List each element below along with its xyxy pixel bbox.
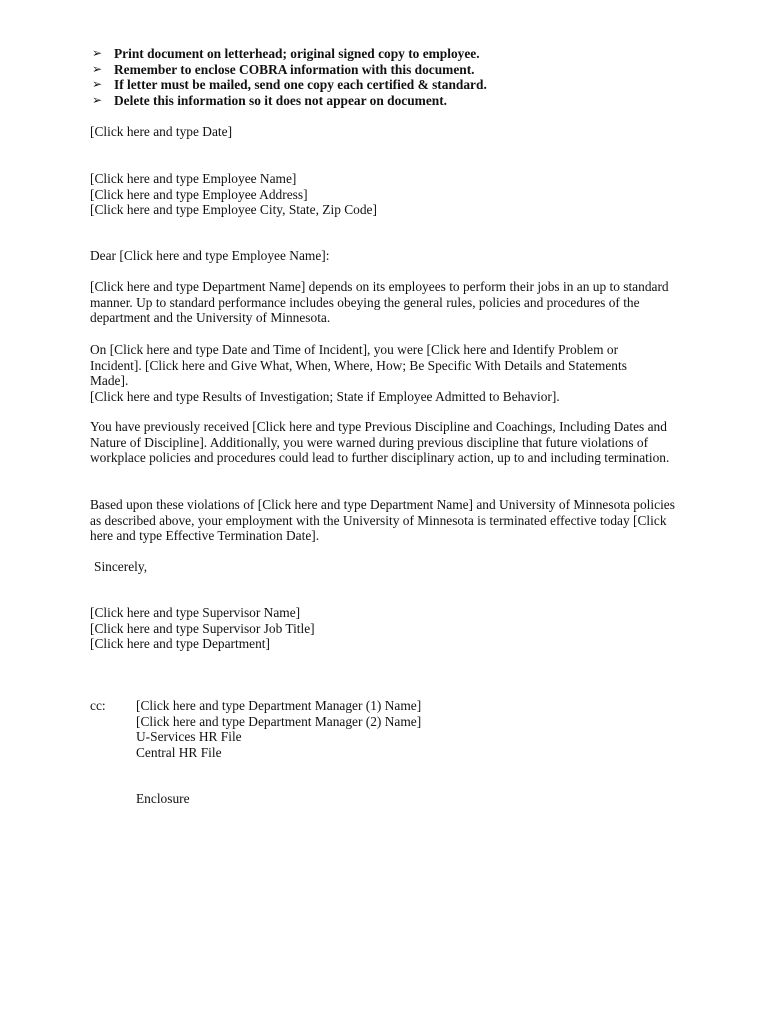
instruction-item — [92, 62, 692, 78]
paragraph-text[interactable]: On [Click here and type Date and Time of Incident], you were [Click here and Identify Problem or Incident]. [Click here and Give What, When, Where, How; Be Specific With Details and Statements Made]. — [90, 342, 627, 389]
instruction-item — [92, 93, 692, 109]
supervisor-name-field[interactable]: [Click here and type Supervisor Name] — [90, 605, 301, 620]
cc-recipient[interactable]: [Click here and type Department Manager (2) Name] — [136, 713, 422, 729]
date-line — [90, 124, 690, 140]
instruction-text: If letter must be mailed, send one copy each certified & standard. — [114, 77, 487, 93]
cc-recipient: U-Services HR File — [136, 729, 242, 745]
paragraph-4 — [90, 497, 675, 544]
closing — [94, 559, 694, 575]
cc-label: cc: — [90, 698, 106, 713]
department-field[interactable]: [Click here and type Department] — [90, 636, 270, 652]
salutation — [90, 248, 690, 264]
enclosure-note: Enclosure — [136, 791, 190, 806]
paragraph-1 — [90, 279, 680, 326]
cc-recipient[interactable]: [Click here and type Department Manager (1) Name] — [136, 698, 422, 713]
instruction-text: Delete this information so it does not appear on document. — [114, 92, 448, 108]
employee-address-field[interactable]: [Click here and type Employee Address] — [90, 186, 308, 202]
paragraph-text[interactable]: You have previously received [Click here and type Previous Discipline and Coachings, Including Dates and Nature of Discipline]. Additionally, you were warned during previous discipline that future violations of workplace policies and procedures could lead to further disciplinary action, up to and including termination. — [90, 419, 670, 466]
cc-recipient: Central HR File — [136, 744, 222, 760]
paragraph-text[interactable]: [Click here and type Results of Investigation; State if Employee Admitted to Behavior]. — [90, 388, 560, 404]
employee-name-field[interactable]: [Click here and type Employee Name] — [90, 171, 297, 186]
paragraph-3 — [90, 419, 675, 466]
paragraph-text[interactable]: [Click here and type Department Name] depends on its employees to perform their jobs in an up to standard manner. Up to standard performance includes obeying the general rules, policies and procedures of the department and the University of Minnesota. — [90, 279, 669, 326]
arrow-bullet-icon: ➢ — [92, 46, 103, 60]
paragraph-text[interactable]: Based upon these violations of [Click here and type Department Name] and University of Minnesota policies as described above, your employment with the University of Minnesota is terminated effective today [Click here and type Effective Termination Date]. — [90, 497, 675, 544]
salutation-text[interactable]: Dear [Click here and type Employee Name]: — [90, 248, 330, 263]
signature-block — [90, 605, 690, 652]
instruction-list — [92, 46, 692, 108]
date-field[interactable]: [Click here and type Date] — [90, 124, 233, 139]
arrow-bullet-icon: ➢ — [92, 61, 103, 76]
supervisor-title-field[interactable]: [Click here and type Supervisor Job Title] — [90, 620, 315, 636]
instruction-item — [92, 46, 692, 62]
employee-city-field[interactable]: [Click here and type Employee City, State, Zip Code] — [90, 202, 377, 218]
recipient-address — [90, 171, 690, 218]
cc-list — [136, 698, 636, 760]
instruction-item — [92, 77, 692, 93]
instruction-text: Remember to enclose COBRA information with this document. — [114, 61, 475, 77]
arrow-bullet-icon: ➢ — [92, 92, 103, 107]
instruction-text: Print document on letterhead; original signed copy to employee. — [114, 46, 480, 61]
arrow-bullet-icon: ➢ — [92, 77, 103, 92]
paragraph-2 — [90, 342, 665, 404]
closing-text: Sincerely, — [94, 559, 148, 574]
